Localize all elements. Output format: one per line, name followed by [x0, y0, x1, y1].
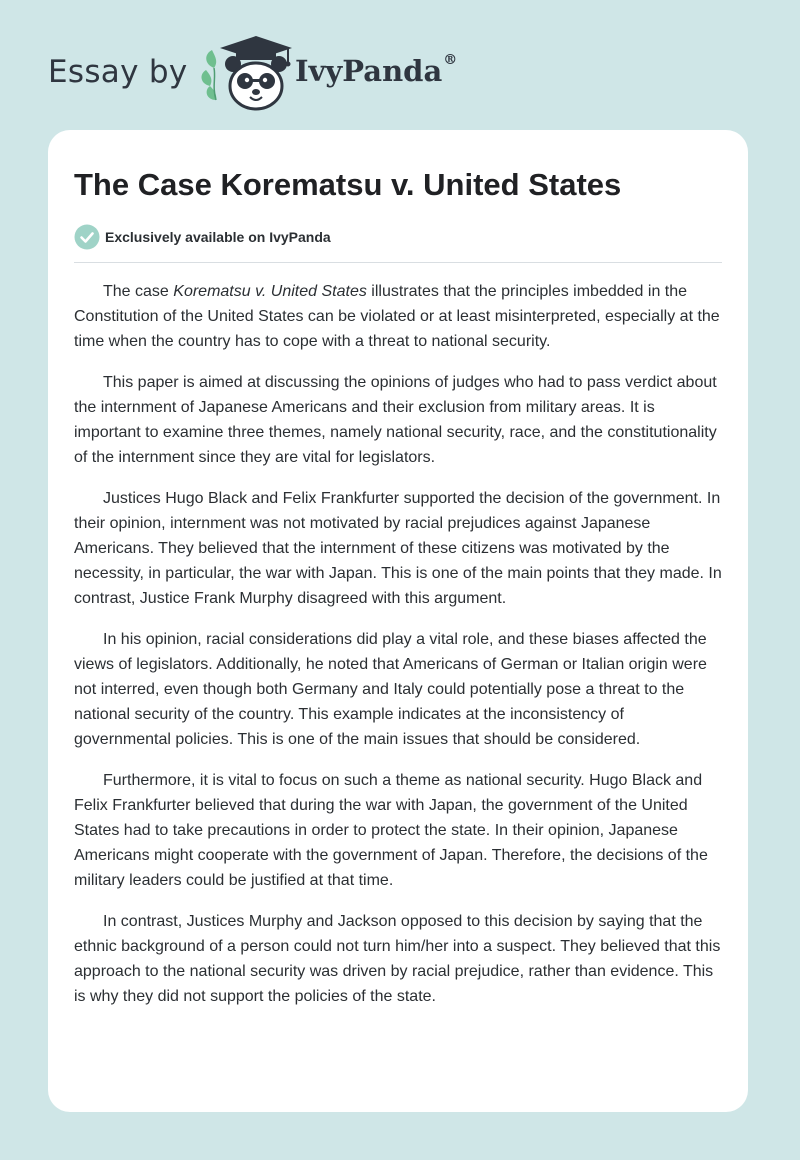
paragraph-6: In contrast, Justices Murphy and Jackson opposed to this decision by saying that the ethnic background of a person could not turn him/her into a suspect. They believed that this approach to the national security was driven by racial prejudice, rather than evidence. This is why they did not support the policies of the state. [74, 913, 721, 1006]
exclusive-badge-label: Exclusively available on IvyPanda [105, 229, 331, 246]
title-divider [74, 262, 722, 263]
brand-prefix: Essay by [48, 54, 188, 90]
paragraph-5: Furthermore, it is vital to focus on such a theme as national security. Hugo Black and Felix Frankfurter believed that during the war with Japan, the government of the United States had to take precautions in order to protect the state. In their opinion, Japanese Americans might cooperate with the government of Japan. Therefore, the decisions of the military leaders could be justified at that time. [74, 772, 708, 890]
paragraph-4: In his opinion, racial considerations did play a vital role, and these biases affected the views of legislators. Additionally, he noted that Americans of German or Italian origin were not interred, even though both Germany and Italy could potentially pose a threat to the national security of the country. This example indicates at the inconsistency of governmental policies. This is one of the main issues that should be considered. [74, 631, 707, 749]
paragraph-2: This paper is aimed at discussing the opinions of judges who had to pass verdict about the internment of Japanese Americans and their exclusion from military areas. It is important to examine three themes, namely national security, race, and the constitutionality of the internment since they are vital for legislators. [74, 374, 717, 467]
paragraph-3: Justices Hugo Black and Felix Frankfurter supported the decision of the government. In their opinion, internment was not motivated by racial prejudices against Japanese Americans. They believed that the internment of these citizens was motivated by the necessity, in particular, the war with Japan. This is one of the main points that they made. In contrast, Justice Frank Murphy disagreed with this argument. [74, 490, 722, 608]
brand-name[interactable] [295, 54, 457, 88]
brand-header [48, 34, 508, 114]
paragraph-1-before: The case [103, 283, 174, 301]
page-title: The Case Korematsu v. United States [74, 167, 622, 202]
paragraph-1 [74, 279, 722, 354]
registered-mark: ® [443, 52, 458, 68]
exclusive-badge [74, 223, 722, 251]
case-name-emphasis: Korematsu v. United States [173, 283, 367, 301]
essay-card [48, 130, 748, 1112]
brand-name-text: IvyPanda [295, 54, 443, 88]
essay-body [74, 279, 722, 1009]
panda-logo-icon[interactable] [200, 34, 296, 114]
paragraph-1-after: illustrates that the principles imbedded in the Constitution of the United States can be violated or at least misinterpreted, especially at the time when the country has to cope with a threat to national security. [74, 283, 720, 351]
check-icon [74, 224, 100, 250]
